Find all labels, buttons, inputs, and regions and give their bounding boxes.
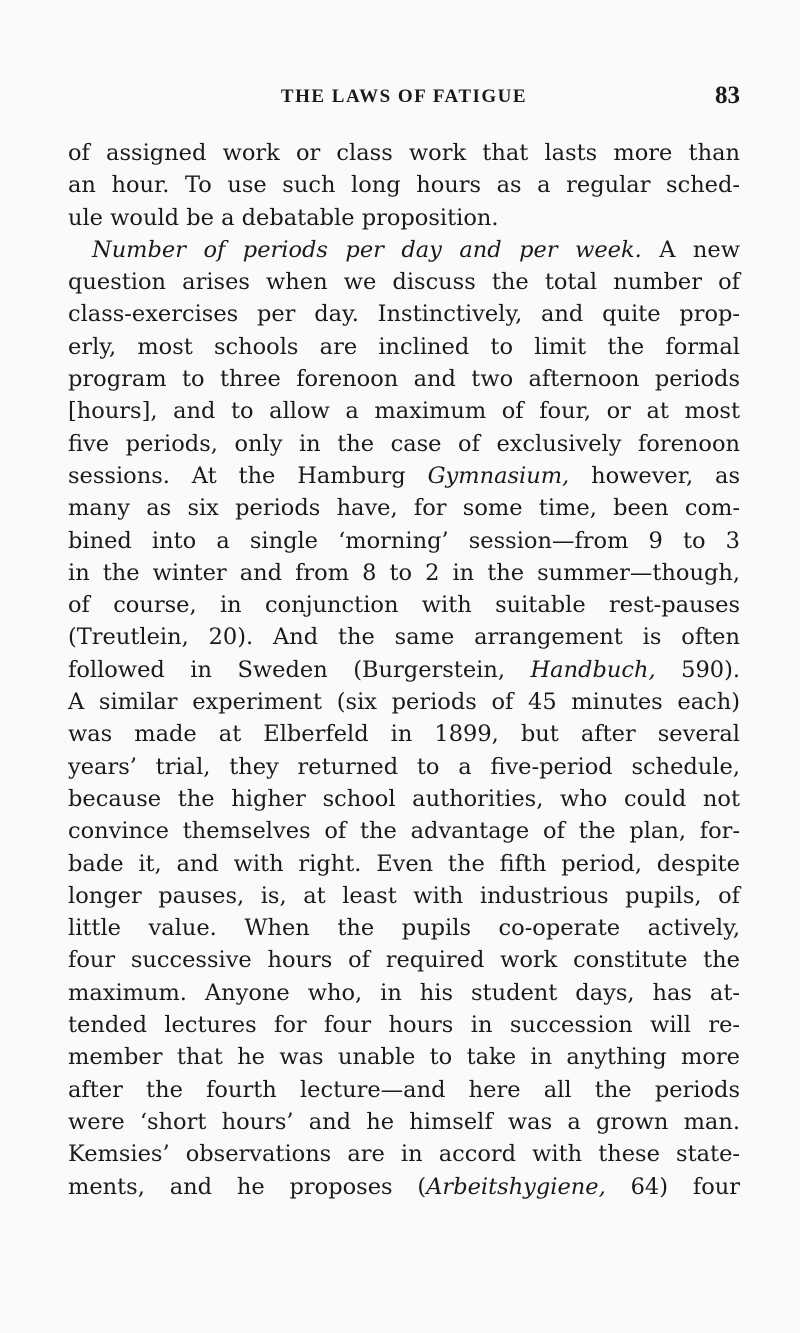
text-segment: ule would be a debatable proposition. [68, 204, 499, 231]
text-line [68, 492, 740, 524]
italic-text: Number of periods per day and per week. [92, 236, 642, 263]
text-line [68, 912, 740, 944]
text-segment: A new [641, 236, 740, 263]
text-segment: Kemsies’ observations are in accord with these state- [68, 1141, 740, 1168]
text-segment: because the higher school authorities, who could not [68, 785, 740, 812]
text-segment: followed in Sweden (Burgerstein, [68, 656, 531, 683]
text-segment: [hours], and to allow a maximum of four, or at most [68, 398, 740, 425]
text-line [68, 395, 740, 427]
text-segment: erly, most schools are inclined to limit the formal [68, 333, 740, 360]
text-segment: longer pauses, is, at least with industrious pupils, of [68, 882, 740, 909]
text-segment: bade it, and with right. Even the fifth period, despite [68, 850, 740, 877]
italic-text: Arbeitshygiene, [426, 1173, 606, 1200]
text-line [68, 1138, 740, 1170]
text-segment: maximum. Anyone who, in his student days, has at- [68, 979, 740, 1006]
text-segment: were ‘short hours’ and he himself was a grown man. [68, 1108, 740, 1135]
text-line [68, 589, 740, 621]
text-segment: convince themselves of the advantage of the plan, for- [68, 818, 740, 845]
text-segment: A similar experiment (six periods of 45 minutes each) [68, 689, 740, 716]
text-line [68, 1009, 740, 1041]
text-segment: little value. When the pupils co-operate actively, [68, 915, 740, 942]
text-line [68, 686, 740, 718]
text-segment: 64) four [605, 1173, 740, 1200]
text-line [68, 169, 740, 201]
text-line [68, 848, 740, 880]
running-head: THE LAWS OF FATIGUE [280, 86, 528, 107]
text-line [68, 1171, 740, 1203]
text-line [68, 202, 740, 234]
text-segment: years’ trial, they returned to a five-period schedule, [68, 753, 740, 780]
text-segment: program to three forenoon and two afternoon periods [68, 366, 740, 393]
text-line [68, 654, 740, 686]
text-segment: of assigned work or class work that lasts more than [68, 140, 740, 166]
text-segment: in the winter and from 8 to 2 in the summer—though, [68, 559, 740, 586]
text-segment: class-exercises per day. Instinctively, and quite prop- [68, 301, 740, 328]
text-line [68, 815, 740, 847]
text-line [68, 718, 740, 750]
text-segment: of course, in conjunction with suitable rest-pauses [68, 592, 740, 619]
text-line [68, 557, 740, 589]
text-line [68, 783, 740, 815]
text-line [68, 1106, 740, 1138]
page-header [68, 82, 740, 116]
text-line [68, 460, 740, 492]
text-segment: four successive hours of required work constitute the [68, 947, 740, 974]
text-segment: was made at Elberfeld in 1899, but after several [68, 721, 740, 748]
text-line [68, 1074, 740, 1106]
text-line [68, 1041, 740, 1073]
text-line [68, 428, 740, 460]
text-segment: after the fourth lecture—and here all the periods [68, 1076, 740, 1103]
italic-text: Gymnasium, [427, 462, 570, 489]
text-segment: an hour. To use such long hours as a regular sched- [68, 172, 740, 199]
text-segment: tended lectures for four hours in succession will re- [68, 1012, 740, 1039]
body-text [68, 137, 740, 1203]
text-line [68, 525, 740, 557]
text-segment: ments, and he proposes ( [68, 1173, 427, 1200]
text-line [68, 751, 740, 783]
text-line [68, 331, 740, 363]
text-segment: 590). [655, 656, 741, 683]
text-segment: five periods, only in the case of exclusively forenoon [68, 430, 740, 457]
text-line [68, 234, 740, 266]
text-segment: many as six periods have, for some time, been com- [68, 495, 740, 522]
page-number: 83 [715, 82, 740, 109]
text-line [68, 944, 740, 976]
text-segment: sessions. At the Hamburg [68, 462, 428, 489]
text-segment: question arises when we discuss the total number of [68, 269, 740, 296]
text-line [68, 363, 740, 395]
text-segment: bined into a single ‘morning’ session—from 9 to 3 [68, 527, 740, 554]
text-segment: (Treutlein, 20). And the same arrangement is often [68, 624, 740, 651]
text-line [68, 621, 740, 653]
text-segment: member that he was unable to take in anything more [68, 1044, 740, 1071]
text-segment: however, as [569, 462, 741, 489]
italic-text: Handbuch, [530, 656, 656, 683]
text-line [68, 298, 740, 330]
text-line [68, 137, 740, 169]
text-line [68, 880, 740, 912]
text-line [68, 266, 740, 298]
text-line [68, 977, 740, 1009]
